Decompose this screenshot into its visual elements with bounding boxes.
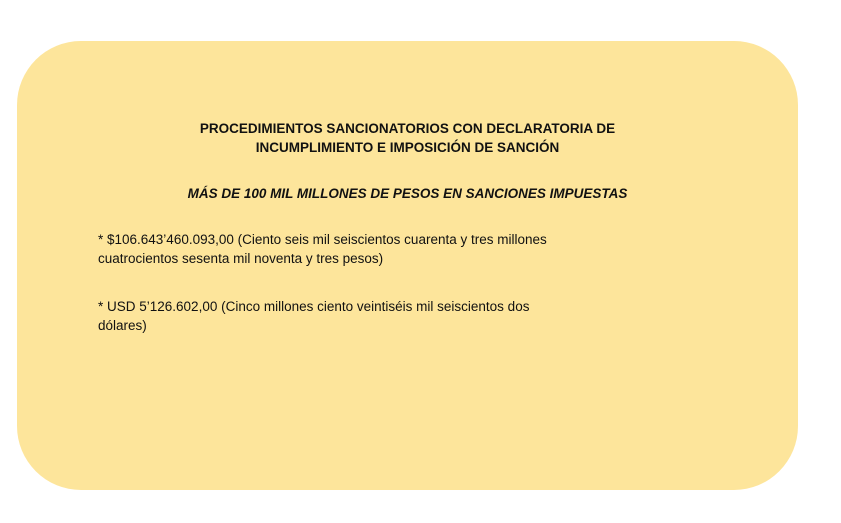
usd-sanction-line-1: * USD 5’126.602,00 (Cinco millones ciento veintiséis mil seiscientos dos [98,299,530,314]
card-title-line-2: INCUMPLIMIENTO E IMPOSICIÓN DE SANCIÓN [255,140,560,155]
pesos-sanction-line-2: cuatrocientos sesenta mil noventa y tres pesos) [98,251,384,266]
usd-sanction-line-2: dólares) [98,318,147,333]
card-title-line-1: PROCEDIMIENTOS SANCIONATORIOS CON DECLARATORIA DE [199,121,616,136]
card-title [17,119,798,157]
usd-sanction-amount [98,297,678,335]
pesos-sanction-amount [98,230,678,268]
card-subtitle: MÁS DE 100 MIL MILLONES DE PESOS EN SANCIONES IMPUESTAS [187,186,628,201]
sanctions-info-card [17,41,798,490]
pesos-sanction-line-1: * $106.643’460.093,00 (Ciento seis mil seiscientos cuarenta y tres millones [98,232,547,247]
